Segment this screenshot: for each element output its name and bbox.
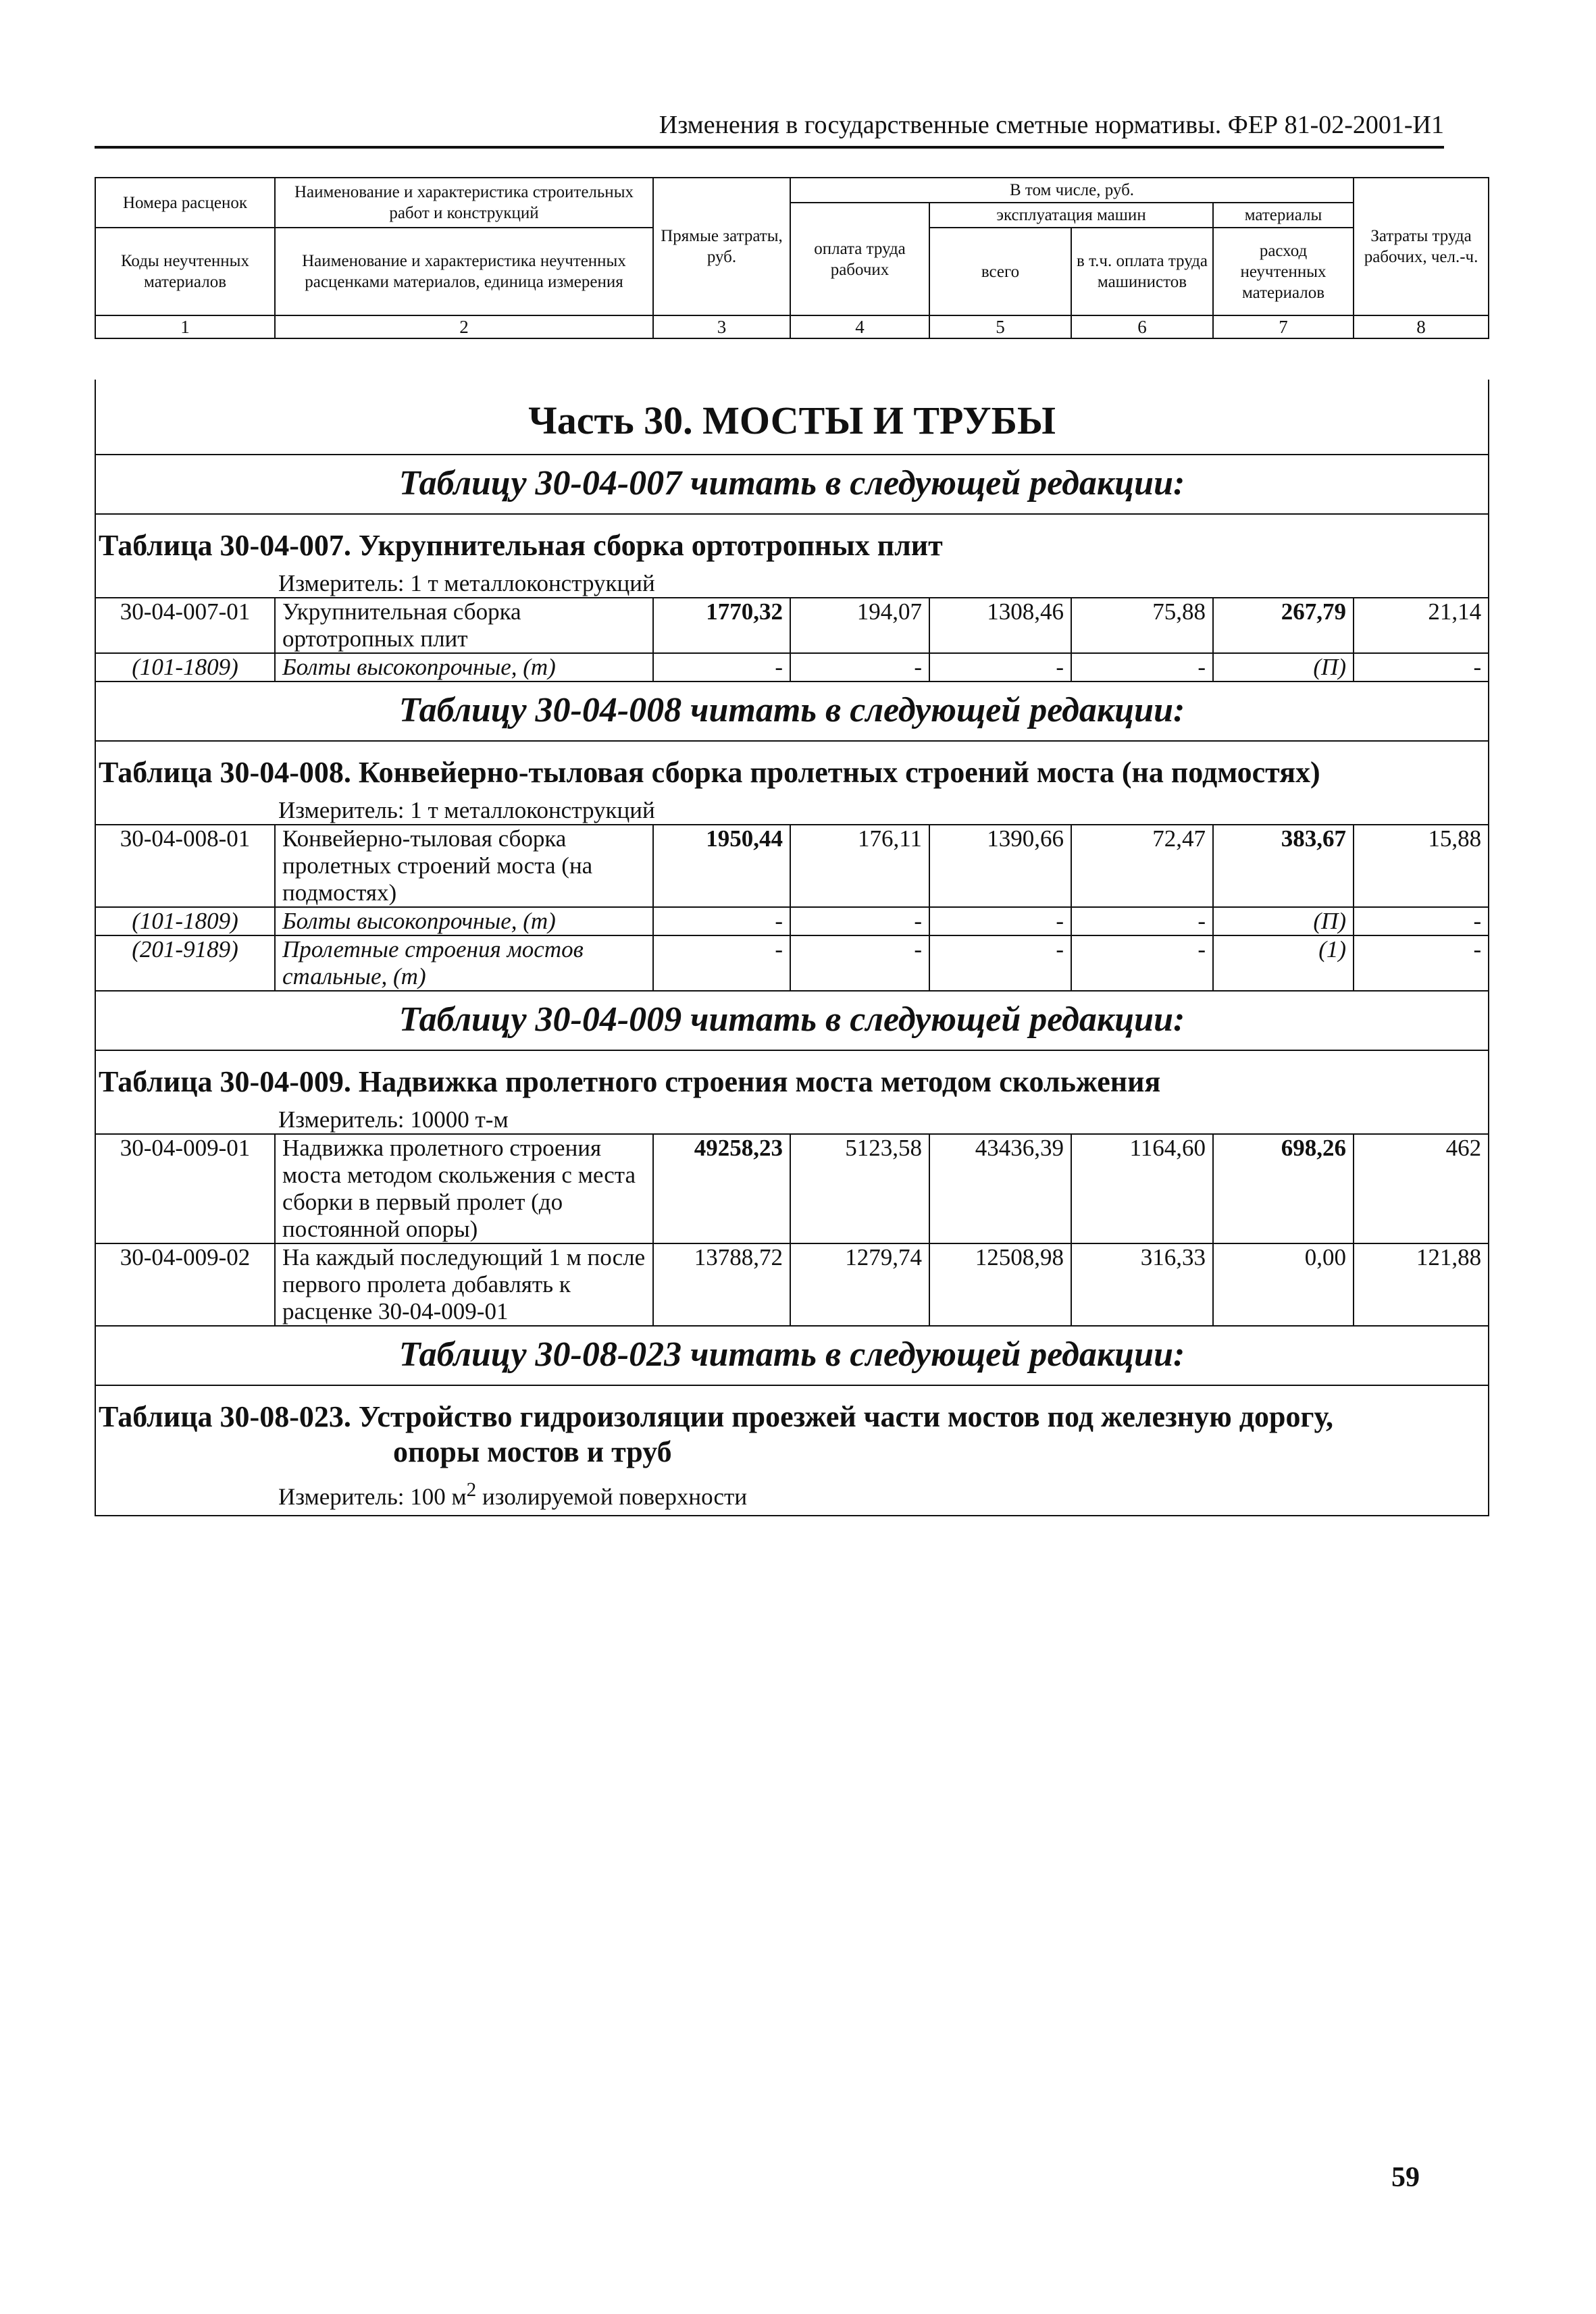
incl-header: В том числе, руб.	[790, 178, 1354, 203]
worker-wages: 176,11	[790, 825, 929, 907]
worker-wages: 5123,58	[790, 1134, 929, 1243]
material-code: (101-1809)	[95, 653, 275, 682]
col-num-7: 7	[1213, 315, 1354, 338]
direct-costs: -	[653, 935, 790, 991]
col-num-1: 1	[95, 315, 275, 338]
table-row	[95, 907, 1489, 935]
labor-hours: -	[1354, 653, 1489, 682]
direct-costs: 49258,23	[653, 1134, 790, 1243]
col-num-5: 5	[929, 315, 1071, 338]
machines-total: -	[929, 907, 1071, 935]
materials-header: материалы	[1213, 203, 1354, 228]
col5-header: всего	[929, 228, 1071, 315]
machinist-wages: 316,33	[1071, 1243, 1213, 1326]
rate-name: Надвижка пролетного строения моста методом скольжения с места сборки в первый пролет (до постоянной опоры)	[275, 1134, 653, 1243]
col4-header: оплата труда рабочих	[790, 203, 929, 315]
col-num-8: 8	[1354, 315, 1489, 338]
direct-costs: 1950,44	[653, 825, 790, 907]
direct-costs: 1770,32	[653, 598, 790, 653]
machines-total: 12508,98	[929, 1243, 1071, 1326]
col7-header: расход неучтенных материалов	[1213, 228, 1354, 315]
materials-cost: 383,67	[1213, 825, 1354, 907]
material-code: (101-1809)	[95, 907, 275, 935]
direct-costs: -	[653, 653, 790, 682]
material-name: Пролетные строения мостов стальные, (т)	[275, 935, 653, 991]
machinist-wages: -	[1071, 907, 1213, 935]
table-title-30-04-008: Таблица 30-04-008. Конвейерно-тыловая сборка пролетных строений моста (на подмостях)	[95, 741, 1489, 797]
unit-30-08-023	[95, 1476, 1489, 1516]
labor-hours: -	[1354, 907, 1489, 935]
table-row	[95, 1243, 1489, 1326]
table-title-30-04-009: Таблица 30-04-009. Надвижка пролетного строения моста методом скольжения	[95, 1050, 1489, 1106]
read-note-30-04-008: Таблицу 30-04-008 читать в следующей редакции:	[95, 682, 1489, 741]
labor-hours: 15,88	[1354, 825, 1489, 907]
col2-header-bottom: Наименование и характеристика неучтенных расценками материалов, единица измерения	[275, 228, 653, 315]
page-number: 59	[1391, 2162, 1420, 2193]
col3-header: Прямые затраты, руб.	[653, 178, 790, 315]
table-row	[95, 653, 1489, 682]
worker-wages: -	[790, 907, 929, 935]
table-title-30-08-023: Таблица 30-08-023. Устройство гидроизоляции проезжей части мостов под железную дорогу,	[95, 1385, 1489, 1435]
part-title: Часть 30. МОСТЫ И ТРУБЫ	[95, 380, 1489, 455]
machines-total: 1390,66	[929, 825, 1071, 907]
direct-costs: 13788,72	[653, 1243, 790, 1326]
labor-hours: -	[1354, 935, 1489, 991]
col-num-4: 4	[790, 315, 929, 338]
materials-cost: (П)	[1213, 907, 1354, 935]
direct-costs: -	[653, 907, 790, 935]
machinist-wages: -	[1071, 653, 1213, 682]
col-num-3: 3	[653, 315, 790, 338]
unit-30-04-007: Измеритель: 1 т металлоконструкций	[95, 570, 1489, 598]
rate-name: На каждый последующий 1 м после первого пролета добавлять к расценке 30-04-009-01	[275, 1243, 653, 1326]
col2-header-top: Наименование и характеристика строительных работ и конструкций	[275, 178, 653, 228]
col-num-6: 6	[1071, 315, 1213, 338]
read-note-30-04-009: Таблицу 30-04-009 читать в следующей редакции:	[95, 991, 1489, 1050]
worker-wages: -	[790, 653, 929, 682]
rate-name: Конвейерно-тыловая сборка пролетных строений моста (на подмостях)	[275, 825, 653, 907]
materials-cost: 698,26	[1213, 1134, 1354, 1243]
materials-cost: 267,79	[1213, 598, 1354, 653]
materials-cost: (П)	[1213, 653, 1354, 682]
material-name: Болты высокопрочные, (т)	[275, 653, 653, 682]
labor-hours: 462	[1354, 1134, 1489, 1243]
running-header: Изменения в государственные сметные нормативы. ФЕР 81-02-2001-И1	[95, 107, 1444, 149]
labor-hours: 121,88	[1354, 1243, 1489, 1326]
materials-cost: (1)	[1213, 935, 1354, 991]
col8-header: Затраты труда рабочих, чел.-ч.	[1354, 178, 1489, 315]
col-num-2: 2	[275, 315, 653, 338]
material-name: Болты высокопрочные, (т)	[275, 907, 653, 935]
machines-total: -	[929, 935, 1071, 991]
rate-code: 30-04-009-02	[95, 1243, 275, 1326]
machinist-wages: 1164,60	[1071, 1134, 1213, 1243]
machines-header: эксплуатация машин	[929, 203, 1213, 228]
table-row	[95, 598, 1489, 653]
rate-name: Укрупнительная сборка ортотропных плит	[275, 598, 653, 653]
read-note-30-08-023: Таблицу 30-08-023 читать в следующей редакции:	[95, 1326, 1489, 1385]
column-header-table	[95, 177, 1489, 339]
unit-30-04-009: Измеритель: 10000 т-м	[95, 1106, 1489, 1134]
rate-code: 30-04-008-01	[95, 825, 275, 907]
worker-wages: 194,07	[790, 598, 929, 653]
machinist-wages: 72,47	[1071, 825, 1213, 907]
material-code: (201-9189)	[95, 935, 275, 991]
col1-header-bottom: Коды неучтенных материалов	[95, 228, 275, 315]
machinist-wages: 75,88	[1071, 598, 1213, 653]
machines-total: 1308,46	[929, 598, 1071, 653]
worker-wages: -	[790, 935, 929, 991]
machinist-wages: -	[1071, 935, 1213, 991]
col6-header: в т.ч. оплата труда машинистов	[1071, 228, 1213, 315]
table-row	[95, 935, 1489, 991]
unit-superscript: 2	[466, 1479, 477, 1501]
rate-code: 30-04-009-01	[95, 1134, 275, 1243]
table-title-30-08-023-cont: опоры мостов и труб	[95, 1435, 1489, 1476]
read-note-30-04-007: Таблицу 30-04-007 читать в следующей редакции:	[95, 455, 1489, 514]
machines-total: -	[929, 653, 1071, 682]
table-row	[95, 825, 1489, 907]
table-title-30-04-007: Таблица 30-04-007. Укрупнительная сборка ортотропных плит	[95, 514, 1489, 570]
col1-header-top: Номера расценок	[95, 178, 275, 228]
unit-suffix: изолируемой поверхности	[476, 1483, 748, 1510]
machines-total: 43436,39	[929, 1134, 1071, 1243]
worker-wages: 1279,74	[790, 1243, 929, 1326]
norms-table	[95, 380, 1489, 1516]
labor-hours: 21,14	[1354, 598, 1489, 653]
unit-prefix: Измеритель: 100 м	[278, 1483, 467, 1510]
unit-30-04-008: Измеритель: 1 т металлоконструкций	[95, 797, 1489, 825]
table-row	[95, 1134, 1489, 1243]
rate-code: 30-04-007-01	[95, 598, 275, 653]
materials-cost: 0,00	[1213, 1243, 1354, 1326]
